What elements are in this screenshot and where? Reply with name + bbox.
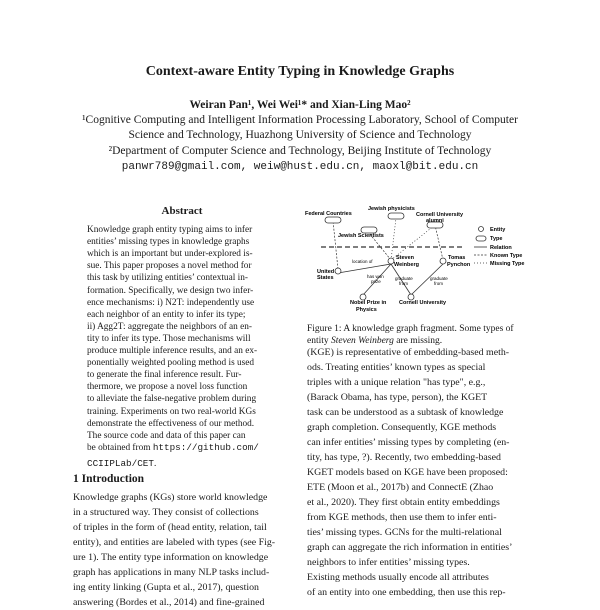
text-line: (KGE) is representative of embedding-based meth- [307, 347, 510, 358]
text-line: from KGE methods, then use them to infer enti- [307, 512, 497, 523]
known-type-link [435, 225, 443, 260]
text-line: demonstrate the effectiveness of our method. [87, 418, 255, 429]
text-line: thermore, we propose a novel loss function [87, 382, 248, 393]
author-list: Weiran Pan¹, Wei Wei¹* and Xian-Ling Mao² [189, 99, 411, 111]
text-line: graph can aggregate the rich information in entities’ [307, 542, 513, 553]
missing-type-link [391, 218, 396, 260]
legend-label: Known Type [490, 253, 523, 259]
entity-label: Pynchon [447, 262, 471, 268]
text-line: formation. Specifically, we design two infer- [87, 285, 254, 296]
text-line: this task by utilizing entities’ contextual in- [87, 273, 248, 284]
text-line: in a structured way. They consist of collections [73, 507, 259, 518]
type-label: alumni [426, 218, 444, 224]
abstract-last-line-text: be obtained from [87, 442, 153, 453]
text-line: ods. Treating entities’ known types as special [307, 362, 486, 373]
text-line: to generate the final inference result. Fur- [87, 370, 242, 381]
paper-title: Context-aware Entity Typing in Knowledge Graphs [145, 64, 455, 79]
entity-label: Physics [356, 307, 377, 313]
github-link-part1[interactable]: https://github.com/ [152, 441, 259, 453]
text-line: each neighbor of an entity to infer its type; [87, 309, 246, 320]
text-line: et al., 2020). They first obtain entity embeddings [307, 497, 500, 508]
affiliation-1 [60, 113, 540, 143]
entity-label: States [317, 275, 334, 281]
known-type-link [333, 221, 338, 269]
text-line: Knowledge graphs (KGs) store world knowledge [73, 492, 268, 503]
affiliation-line: ¹Cognitive Computing and Intelligent Information Processing Laboratory, School of Computer [82, 114, 518, 126]
text-line [87, 442, 277, 454]
type-label: Federal Countries [305, 211, 352, 217]
text-line: ii) Agg2T: aggregate the neighbors of an en- [87, 321, 253, 332]
relation-edge [338, 264, 391, 273]
text-line: ETE (Moon et al., 2017b) and ConnectE (Zhao [307, 482, 494, 493]
relation-label: location of [352, 259, 373, 264]
text-line: sue. This paper proposes a novel method for [87, 261, 252, 272]
entity-label: Steven [396, 255, 415, 261]
abstract-heading: Abstract [161, 205, 203, 217]
affiliation-line: Science and Technology, Huazhong University of Science and Technology [128, 129, 472, 141]
text-line: Knowledge graph entity typing aims to infer [87, 225, 253, 235]
type-label: Cornell University [416, 212, 464, 218]
type-node [388, 213, 404, 219]
text-line: KGET models based on KGE have been proposed: [307, 467, 508, 478]
link-period: . [153, 459, 157, 469]
text-line: ure 1). The entity type information on knowledge [73, 552, 269, 563]
text-line: to alleviate the false-negative problem during [87, 394, 257, 405]
text-line: ties’ missing types. GCNs for the multi-relational [307, 527, 502, 538]
text-line: of triples in the form of (head entity, relation, tail [73, 522, 267, 533]
text-line: of an entity into one embedding, then use this rep- [307, 587, 506, 598]
abstract-link-line[interactable] [87, 458, 277, 470]
text-line: tity to infer its type. Those mechanisms will [87, 333, 251, 344]
relation-label: graduate [395, 276, 413, 281]
relation-label: graduate [430, 276, 448, 281]
text-line: entity), and entities are labeled with types (see Fig- [73, 537, 276, 548]
github-link-part2[interactable]: CCIIPLab/CET [87, 458, 154, 469]
entity-node [440, 258, 446, 264]
text-line: ing entity linking (Gupta et al., 2017), question [73, 582, 259, 593]
text-line: triples with a unique relation "has type", e.g., [307, 377, 486, 388]
legend-label: Relation [490, 245, 512, 251]
entity-label: Weinberg [394, 262, 419, 268]
entity-label: United [317, 269, 335, 275]
author-emails: panwr789@gmail.com, weiw@hust.edu.cn, maoxl@bit.edu.cn [121, 161, 479, 173]
legend-label: Missing Type [490, 261, 525, 267]
text-line: tity, has type, ?). Recently, two embedding-based [307, 452, 501, 463]
text-line: ence mechanisms: i) N2T: independently use [87, 297, 255, 308]
affiliation-2: ²Department of Computer Science and Technology, Beijing Institute of Technology [108, 145, 492, 157]
legend-label: Type [490, 236, 503, 242]
text-line: which is an important but under-explored is- [87, 249, 253, 260]
entity-label: Cornell University [399, 300, 447, 306]
text-line: graph has applications in many NLP tasks includ- [73, 567, 270, 578]
text-line: graph completion. Consequently, KGE methods [307, 422, 497, 433]
text-line: produce multiple inference results, and an ex- [87, 346, 258, 356]
text-line: The source code and data of this paper can [87, 430, 246, 441]
relation-label: from [434, 281, 443, 286]
relation-label: has won [367, 274, 384, 279]
type-label: Jewish physicists [368, 206, 415, 212]
text-line: entities’ missing types in knowledge graphs [87, 237, 250, 248]
knowledge-graph-figure [303, 200, 533, 315]
section-heading-introduction: 1 Introduction [73, 473, 145, 485]
entity-node [335, 268, 341, 274]
legend-label: Entity [490, 227, 506, 233]
text-line: neighbors to infer entities’ missing types. [307, 557, 470, 568]
caption-text-end: are missing. [393, 336, 443, 346]
entity-label: Tomas [448, 255, 466, 261]
relation-label: from [399, 281, 408, 286]
text-line: ponentially weighted pooling method is used [87, 358, 255, 369]
text-line: Existing methods usually encode all attributes [307, 572, 489, 583]
legend-entity-icon [479, 227, 484, 232]
figure-caption [307, 323, 529, 347]
text-line: answering (Bordes et al., 2014) and fine-grained [73, 597, 265, 608]
type-node [325, 217, 341, 223]
caption-italic-entity: Steven Weinberg [331, 336, 394, 346]
text-line: (Barack Obama, has type, person), the KGET [307, 392, 488, 403]
legend-type-icon [476, 236, 486, 241]
text-line: task can be understood as a subtask of knowledge [307, 407, 504, 418]
text-line: can infer entities’ missing types by completing (en- [307, 437, 510, 448]
relation-label: prize [371, 279, 381, 284]
text-line: training. Experiments on two real-world KGs [87, 406, 256, 417]
entity-label: Nobel Prize in [350, 300, 387, 306]
type-label: Jewish Scientists [338, 233, 384, 239]
caption-text: Figure 1: A knowledge graph fragment. Some types of entity [307, 324, 514, 346]
